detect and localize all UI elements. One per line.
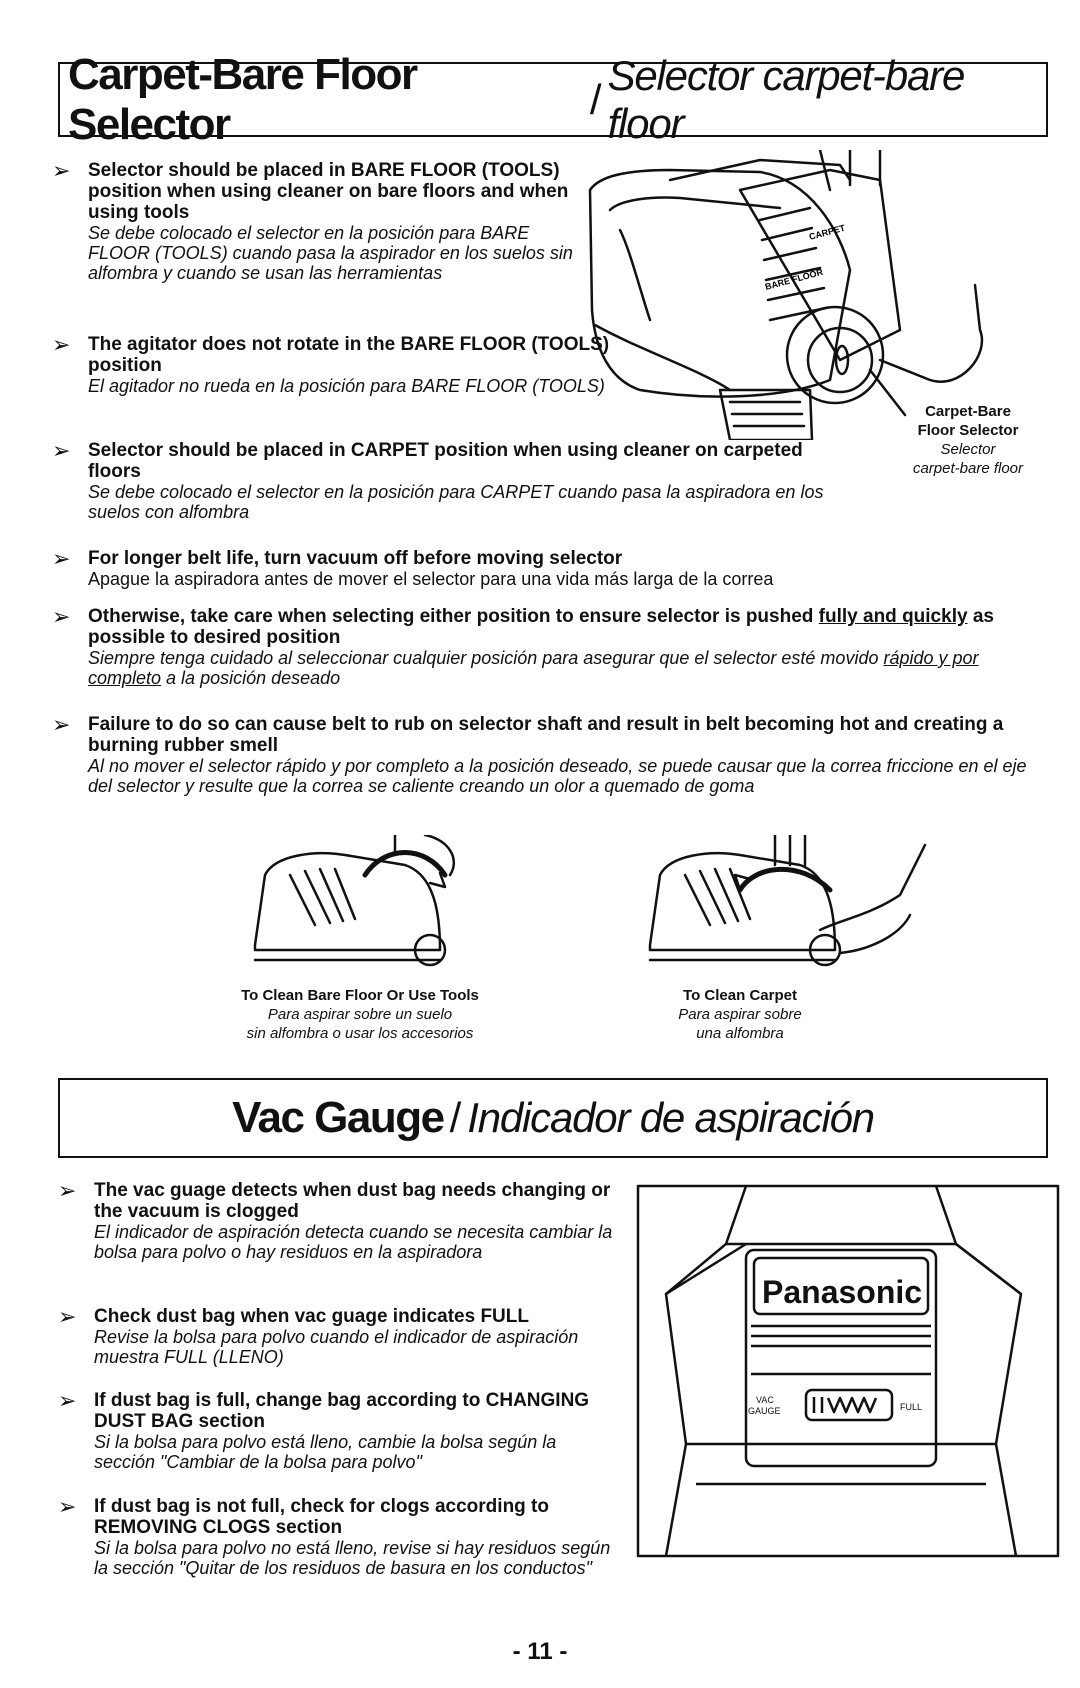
caption-bare-floor (190, 986, 530, 1043)
figure-label-english-2: Floor Selector (917, 422, 1019, 439)
arrow-bullet-icon: ➢ (52, 438, 71, 463)
gauge-label-gauge: GAUGE (748, 1406, 781, 1416)
title-separator: / (589, 75, 602, 123)
bullet-spanish: El indicador de aspiración detecta cuando se necesita cambiar la bolsa para polvo o hay residuos en la aspiradora (94, 1222, 613, 1262)
arrow-bullet-icon: ➢ (52, 546, 71, 571)
arrow-bullet-icon: ➢ (52, 604, 71, 629)
bullet-spanish-tail: a la posición deseado (161, 668, 341, 688)
bullet-spanish: Revise la bolsa para polvo cuando el indicador de aspiración muestra FULL (LLENO) (94, 1327, 579, 1367)
caption-english: To Clean Bare Floor Or Use Tools (241, 987, 479, 1004)
caption-spanish-1: Para aspirar sobre un suelo (267, 1006, 453, 1023)
bullet-item (52, 712, 1048, 796)
caption-spanish-1: Para aspirar sobre (678, 1006, 802, 1023)
figure-label-spanish-2: carpet-bare floor (912, 460, 1024, 477)
bullet-english: For longer belt life, turn vacuum off before moving selector (88, 548, 623, 569)
page-number: - 11 - (512, 1638, 568, 1665)
bullet-english: If dust bag is full, change bag according to CHANGING DUST BAG section (94, 1390, 590, 1432)
arrow-bullet-icon: ➢ (58, 1304, 77, 1329)
bullet-spanish: Se debe colocado el selector en la posición para CARPET cuando pasa la aspiradora en los suelos con alfombra (88, 482, 824, 522)
bullet-item (58, 1304, 614, 1367)
bullet-english: Failure to do so can cause belt to rub on selector shaft and result in belt becoming hot and creating a burning rubber smell (88, 714, 1004, 756)
panasonic-brand-text: Panasonic (762, 1274, 923, 1310)
title-separator: / (449, 1094, 462, 1141)
bullet-spanish: Apague la aspiradora antes de mover el selector para una vida más larga de la correa (88, 569, 774, 589)
bullet-item (58, 1494, 614, 1578)
caption-carpet (640, 986, 840, 1043)
bullet-english: The vac guage detects when dust bag needs changing or the vacuum is clogged (94, 1180, 611, 1222)
gauge-label-vac: VAC (756, 1395, 774, 1405)
caption-spanish-2: una alfombra (696, 1025, 784, 1042)
bullet-item (52, 332, 648, 396)
figure-label-english-1: Carpet-Bare (925, 403, 1011, 420)
title-spanish: Indicador de aspiración (467, 1094, 874, 1141)
selector-figure-label (880, 402, 1056, 478)
bullet-item (52, 438, 848, 522)
bullet-english-underlined: fully and quickly (818, 606, 968, 627)
vac-gauge-illustration (636, 1184, 1060, 1558)
title-english: Vac Gauge (232, 1093, 444, 1142)
bare-floor-illustration (245, 835, 485, 980)
bullet-item (58, 1388, 614, 1472)
bullet-spanish: Al no mover el selector rápido y por completo a la posición deseado, se puede causar que la correa friccione en el eje del selector y resulte que la correa se caliente creando un olor a quemado de goma (88, 756, 1027, 796)
section-title-carpet-bare-floor (58, 49, 1048, 149)
bullet-item (58, 1178, 614, 1262)
bullet-english: Otherwise, take care when selecting either position to ensure selector is pushed (88, 606, 819, 627)
bullet-english: Selector should be placed in BARE FLOOR (TOOLS) position when using cleaner on bare floors and when using tools (88, 160, 569, 223)
arrow-bullet-icon: ➢ (52, 712, 71, 737)
bullet-spanish: El agitador no rueda en la posición para BARE FLOOR (TOOLS) (88, 376, 605, 396)
vacuum-selector-illustration (580, 150, 1060, 440)
selector-bare-label: BARE FLOOR (763, 266, 824, 292)
bullet-english-tail: as possible to desired position (88, 606, 994, 648)
bullet-item (52, 546, 1048, 589)
bullet-english: Selector should be placed in CARPET position when using cleaner on carpeted floors (88, 440, 803, 482)
caption-english: To Clean Carpet (683, 987, 797, 1004)
title-spanish: Selector carpet-bare floor (607, 51, 965, 147)
title-english: Carpet-Bare Floor Selector (68, 49, 417, 149)
selector-carpet-label: CARPET (807, 222, 847, 242)
arrow-bullet-icon: ➢ (52, 158, 71, 183)
bullet-english: Check dust bag when vac guage indicates FULL (94, 1306, 529, 1327)
bullet-item (52, 604, 1048, 688)
gauge-label-full: FULL (900, 1402, 923, 1412)
caption-spanish-2: sin alfombra o usar los accesorios (246, 1025, 474, 1042)
arrow-bullet-icon: ➢ (58, 1178, 77, 1203)
section-title-vac-gauge (58, 1078, 1048, 1158)
bullet-spanish-underlined: rápido y por completo (88, 648, 979, 688)
bullet-english: If dust bag is not full, check for clogs according to REMOVING CLOGS section (94, 1496, 549, 1538)
bullet-spanish: Si la bolsa para polvo no está lleno, revise si hay residuos según la sección "Quitar de los residuos de basura en los conductos" (94, 1538, 611, 1578)
arrow-bullet-icon: ➢ (58, 1494, 77, 1519)
bullet-spanish: Se debe colocado el selector en la posición para BARE FLOOR (TOOLS) cuando pasa la aspirador en los suelos sin alfombra y cuando se usan las herramientas (88, 223, 573, 283)
arrow-bullet-icon: ➢ (58, 1388, 77, 1413)
bullet-spanish: Si la bolsa para polvo está lleno, cambie la bolsa según la sección "Cambiar de la bolsa para polvo" (94, 1432, 557, 1472)
bullet-item (52, 158, 588, 283)
bullet-spanish: Siempre tenga cuidado al seleccionar cualquier posición para asegurar que el selector esté movido (88, 648, 884, 668)
carpet-illustration (640, 835, 940, 980)
figure-label-spanish-1: Selector (940, 441, 996, 458)
bullet-english: The agitator does not rotate in the BARE FLOOR (TOOLS) position (88, 334, 610, 376)
arrow-bullet-icon: ➢ (52, 332, 71, 357)
